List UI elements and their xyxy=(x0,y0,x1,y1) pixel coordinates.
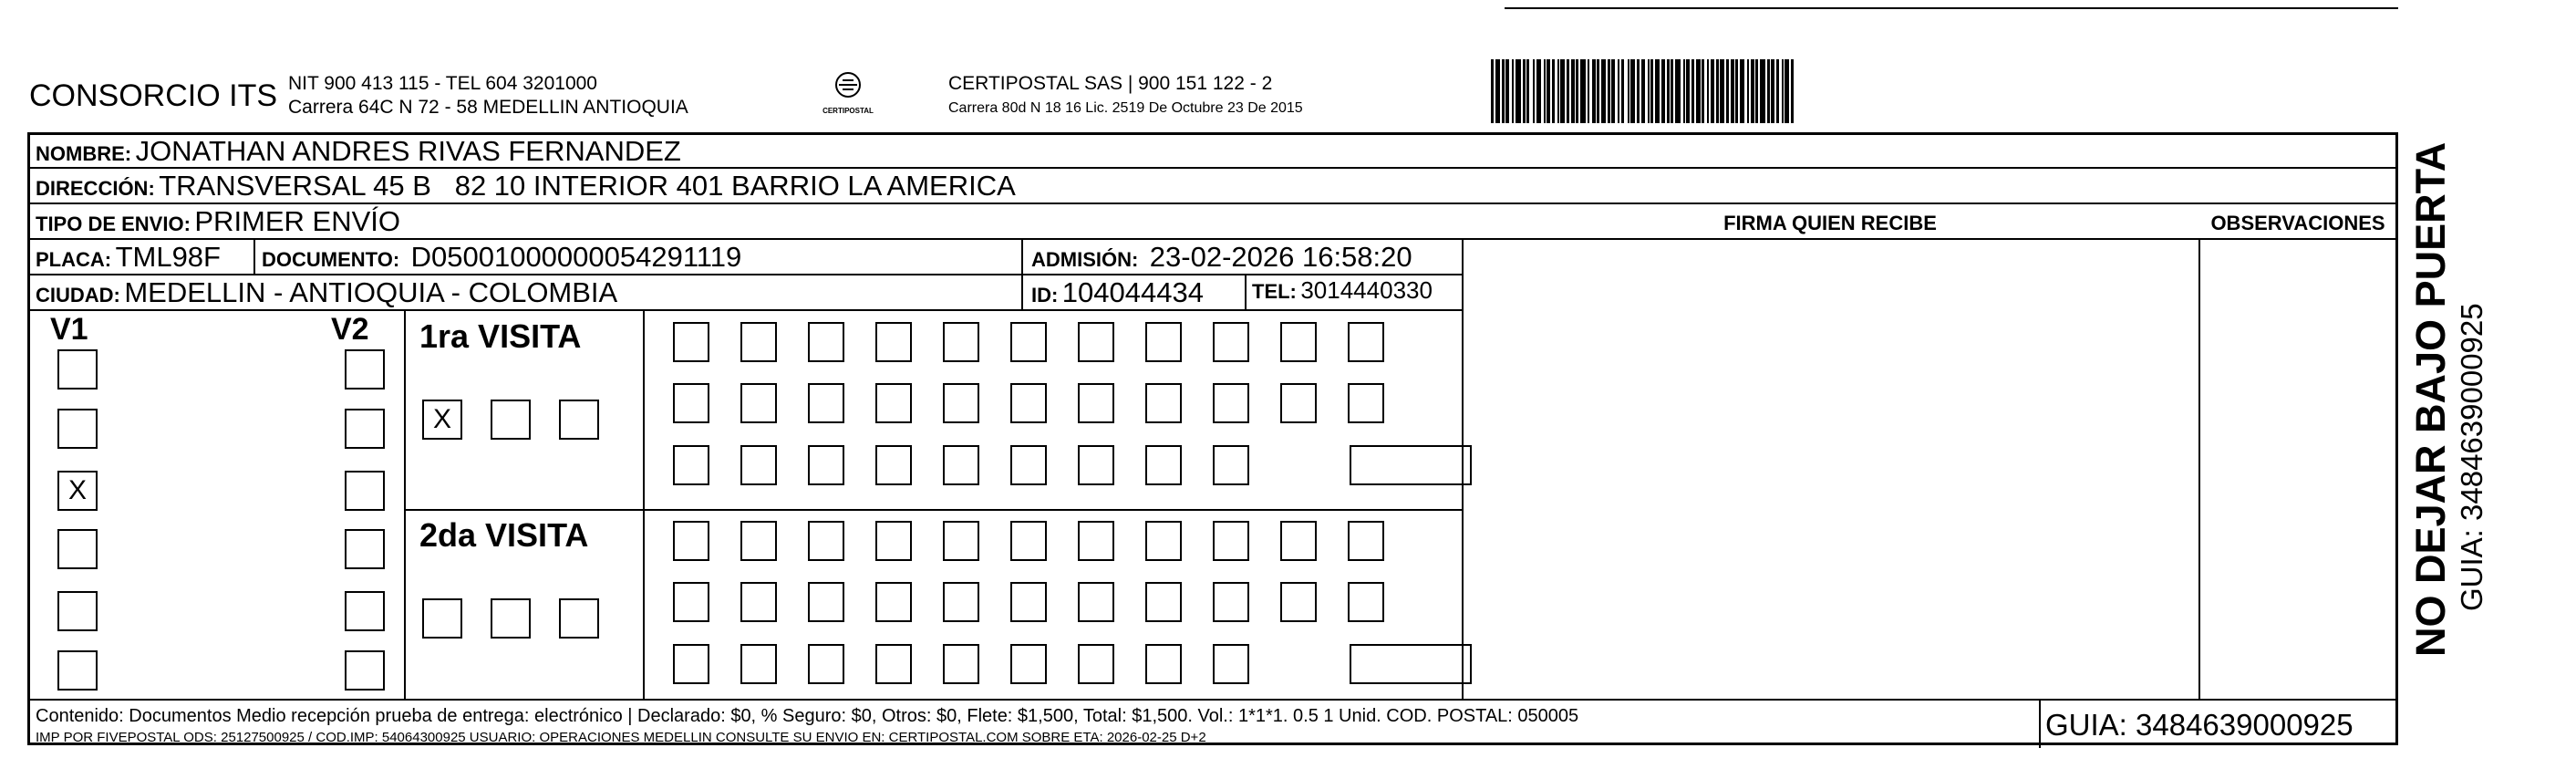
time-box[interactable] xyxy=(1350,644,1472,684)
month-checkbox[interactable]: X xyxy=(422,400,462,440)
side-guia: GUIA: 3484639000925 xyxy=(2455,303,2488,611)
day-box[interactable] xyxy=(740,521,777,561)
day-box[interactable] xyxy=(1010,582,1047,622)
v1-checkbox[interactable] xyxy=(57,591,98,631)
id-value: 104044434 xyxy=(1061,276,1204,308)
day-box[interactable] xyxy=(943,445,979,485)
day-box[interactable] xyxy=(1348,322,1384,362)
v2-checkbox[interactable] xyxy=(345,591,385,631)
day-box[interactable] xyxy=(1010,445,1047,485)
day-box[interactable] xyxy=(740,445,777,485)
day-box[interactable] xyxy=(875,521,912,561)
footer-imp: IMP POR FIVEPOSTAL ODS: 25127500925 / COD.IMP: 54064300925 USUARIO: OPERACIONES MEDELLIN CONSULTE SU ENVIO EN: CERTIPOSTAL.COM SOBRE ETA: 2026-02-25 D+2 xyxy=(36,730,1206,745)
day-box[interactable] xyxy=(740,383,777,423)
company-name: CONSORCIO ITS xyxy=(29,78,278,113)
day-box[interactable] xyxy=(673,521,709,561)
day-box[interactable] xyxy=(673,383,709,423)
v2-label: V2 xyxy=(331,312,369,347)
day-box[interactable] xyxy=(1213,383,1249,423)
time-box[interactable] xyxy=(1350,445,1472,485)
month-checkbox[interactable] xyxy=(559,400,599,440)
day-box[interactable] xyxy=(1348,383,1384,423)
day-box[interactable] xyxy=(943,383,979,423)
day-box[interactable] xyxy=(1078,582,1114,622)
first-visit-title: 1ra VISITA xyxy=(419,317,582,355)
day-box[interactable] xyxy=(875,322,912,362)
v1-checkbox[interactable] xyxy=(57,529,98,569)
day-box[interactable] xyxy=(1010,322,1047,362)
placa-label: PLACA: xyxy=(36,248,112,271)
day-box[interactable] xyxy=(1348,582,1384,622)
postal-address: Carrera 80d N 18 16 Lic. 2519 De Octubre 23 De 2015 xyxy=(948,100,1303,116)
observaciones-label: OBSERVACIONES xyxy=(2210,212,2385,234)
day-box[interactable] xyxy=(808,644,844,684)
documento-value: D05001000000054291119 xyxy=(410,241,742,273)
day-box[interactable] xyxy=(808,445,844,485)
day-box[interactable] xyxy=(1078,521,1114,561)
admision-cell xyxy=(1031,241,1412,274)
documento-label: DOCUMENTO: xyxy=(262,248,400,271)
admision-label: ADMISIÓN: xyxy=(1031,248,1139,271)
day-box[interactable] xyxy=(943,644,979,684)
day-box[interactable] xyxy=(1010,383,1047,423)
month-checkbox[interactable] xyxy=(559,598,599,639)
day-box[interactable] xyxy=(808,582,844,622)
day-box[interactable] xyxy=(1213,644,1249,684)
placa-value: TML98F xyxy=(115,241,221,273)
day-box[interactable] xyxy=(673,582,709,622)
day-box[interactable] xyxy=(1078,383,1114,423)
month-checkbox[interactable] xyxy=(491,400,531,440)
day-box[interactable] xyxy=(1078,445,1114,485)
certipostal-logo xyxy=(816,71,880,117)
v2-checkbox[interactable] xyxy=(345,529,385,569)
certipostal-logo-icon xyxy=(830,71,866,102)
second-visit-title: 2da VISITA xyxy=(419,516,589,554)
placa-cell xyxy=(36,241,221,274)
side-no-dejar: NO DEJAR BAJO PUERTA xyxy=(2407,141,2454,657)
tel-value: 3014440330 xyxy=(1300,276,1433,304)
day-box[interactable] xyxy=(740,644,777,684)
firma-label: FIRMA QUIEN RECIBE xyxy=(1723,212,1937,234)
tipo-label: TIPO DE ENVIO: xyxy=(36,213,191,235)
v2-checkbox[interactable] xyxy=(345,409,385,449)
direccion-label: DIRECCIÓN: xyxy=(36,177,155,200)
day-box[interactable] xyxy=(943,521,979,561)
month-checkbox[interactable] xyxy=(422,598,462,639)
v1-checkbox[interactable] xyxy=(57,349,98,390)
month-checkbox[interactable] xyxy=(491,598,531,639)
day-box[interactable] xyxy=(1280,383,1317,423)
ciudad-cell xyxy=(36,276,617,309)
delivery-form xyxy=(27,132,2398,745)
v1-checkbox[interactable]: X xyxy=(57,471,98,511)
day-box[interactable] xyxy=(740,322,777,362)
day-box[interactable] xyxy=(875,445,912,485)
side-warning xyxy=(2407,141,2489,657)
direccion-row xyxy=(36,170,1016,203)
postal-name: CERTIPOSTAL SAS | 900 151 122 - 2 xyxy=(948,73,1273,94)
footer-content: Contenido: Documentos Medio recepción prueba de entrega: electrónico | Declarado: $0, % Seguro: $0, Otros: $0, Flete: $1,500, Total: $1,500. Vol.: 1*1*1. 0.5 1 Unid. COD. POSTAL: 050005 xyxy=(36,706,1579,726)
v1-label: V1 xyxy=(50,312,88,347)
id-label: ID: xyxy=(1031,284,1059,306)
nombre-label: NOMBRE: xyxy=(36,142,132,165)
id-cell xyxy=(1031,276,1204,309)
nombre-row xyxy=(36,135,681,168)
day-box[interactable] xyxy=(1145,582,1182,622)
day-box[interactable] xyxy=(673,445,709,485)
v2-checkbox[interactable] xyxy=(345,650,385,691)
day-box[interactable] xyxy=(1348,521,1384,561)
day-box[interactable] xyxy=(1145,322,1182,362)
admision-value: 23-02-2026 16:58:20 xyxy=(1149,241,1412,273)
day-box[interactable] xyxy=(943,322,979,362)
day-box[interactable] xyxy=(1280,521,1317,561)
day-box[interactable] xyxy=(1280,582,1317,622)
v1-checkbox[interactable] xyxy=(57,409,98,449)
certipostal-logo-text: CERTIPOSTAL xyxy=(822,107,874,115)
direccion-value: TRANSVERSAL 45 B 82 10 INTERIOR 401 BARRIO LA AMERICA xyxy=(159,170,1016,202)
day-box[interactable] xyxy=(875,644,912,684)
footer-guia: GUIA: 3484639000925 xyxy=(2045,708,2354,742)
day-box[interactable] xyxy=(1010,644,1047,684)
v1-checkbox[interactable] xyxy=(57,650,98,691)
top-rule xyxy=(1505,7,2398,9)
day-box[interactable] xyxy=(1280,322,1317,362)
v2-checkbox[interactable] xyxy=(345,471,385,511)
day-box[interactable] xyxy=(808,383,844,423)
documento-cell xyxy=(262,241,741,274)
v2-checkbox[interactable] xyxy=(345,349,385,390)
day-box[interactable] xyxy=(875,582,912,622)
barcode xyxy=(1491,59,2220,123)
day-box[interactable] xyxy=(673,322,709,362)
ciudad-label: CIUDAD: xyxy=(36,284,120,306)
day-box[interactable] xyxy=(1213,445,1249,485)
day-box[interactable] xyxy=(1145,383,1182,423)
day-box[interactable] xyxy=(1078,644,1114,684)
tipo-value: PRIMER ENVÍO xyxy=(194,205,401,237)
tel-label: TEL: xyxy=(1252,280,1297,303)
company-address: Carrera 64C N 72 - 58 MEDELLIN ANTIOQUIA xyxy=(288,97,688,118)
day-box[interactable] xyxy=(673,644,709,684)
nombre-value: JONATHAN ANDRES RIVAS FERNANDEZ xyxy=(135,135,681,167)
day-box[interactable] xyxy=(875,383,912,423)
company-nit: NIT 900 413 115 - TEL 604 3201000 xyxy=(288,73,597,94)
day-box[interactable] xyxy=(740,582,777,622)
day-box[interactable] xyxy=(1010,521,1047,561)
ciudad-value: MEDELLIN - ANTIOQUIA - COLOMBIA xyxy=(124,276,618,308)
day-box[interactable] xyxy=(1213,322,1249,362)
day-box[interactable] xyxy=(1145,644,1182,684)
day-box[interactable] xyxy=(808,521,844,561)
tel-cell xyxy=(1252,276,1433,305)
day-box[interactable] xyxy=(1145,445,1182,485)
day-box[interactable] xyxy=(1145,521,1182,561)
day-box[interactable] xyxy=(1078,322,1114,362)
day-box[interactable] xyxy=(1213,521,1249,561)
day-box[interactable] xyxy=(1213,582,1249,622)
day-box[interactable] xyxy=(808,322,844,362)
day-box[interactable] xyxy=(943,582,979,622)
tipo-row xyxy=(36,205,400,238)
